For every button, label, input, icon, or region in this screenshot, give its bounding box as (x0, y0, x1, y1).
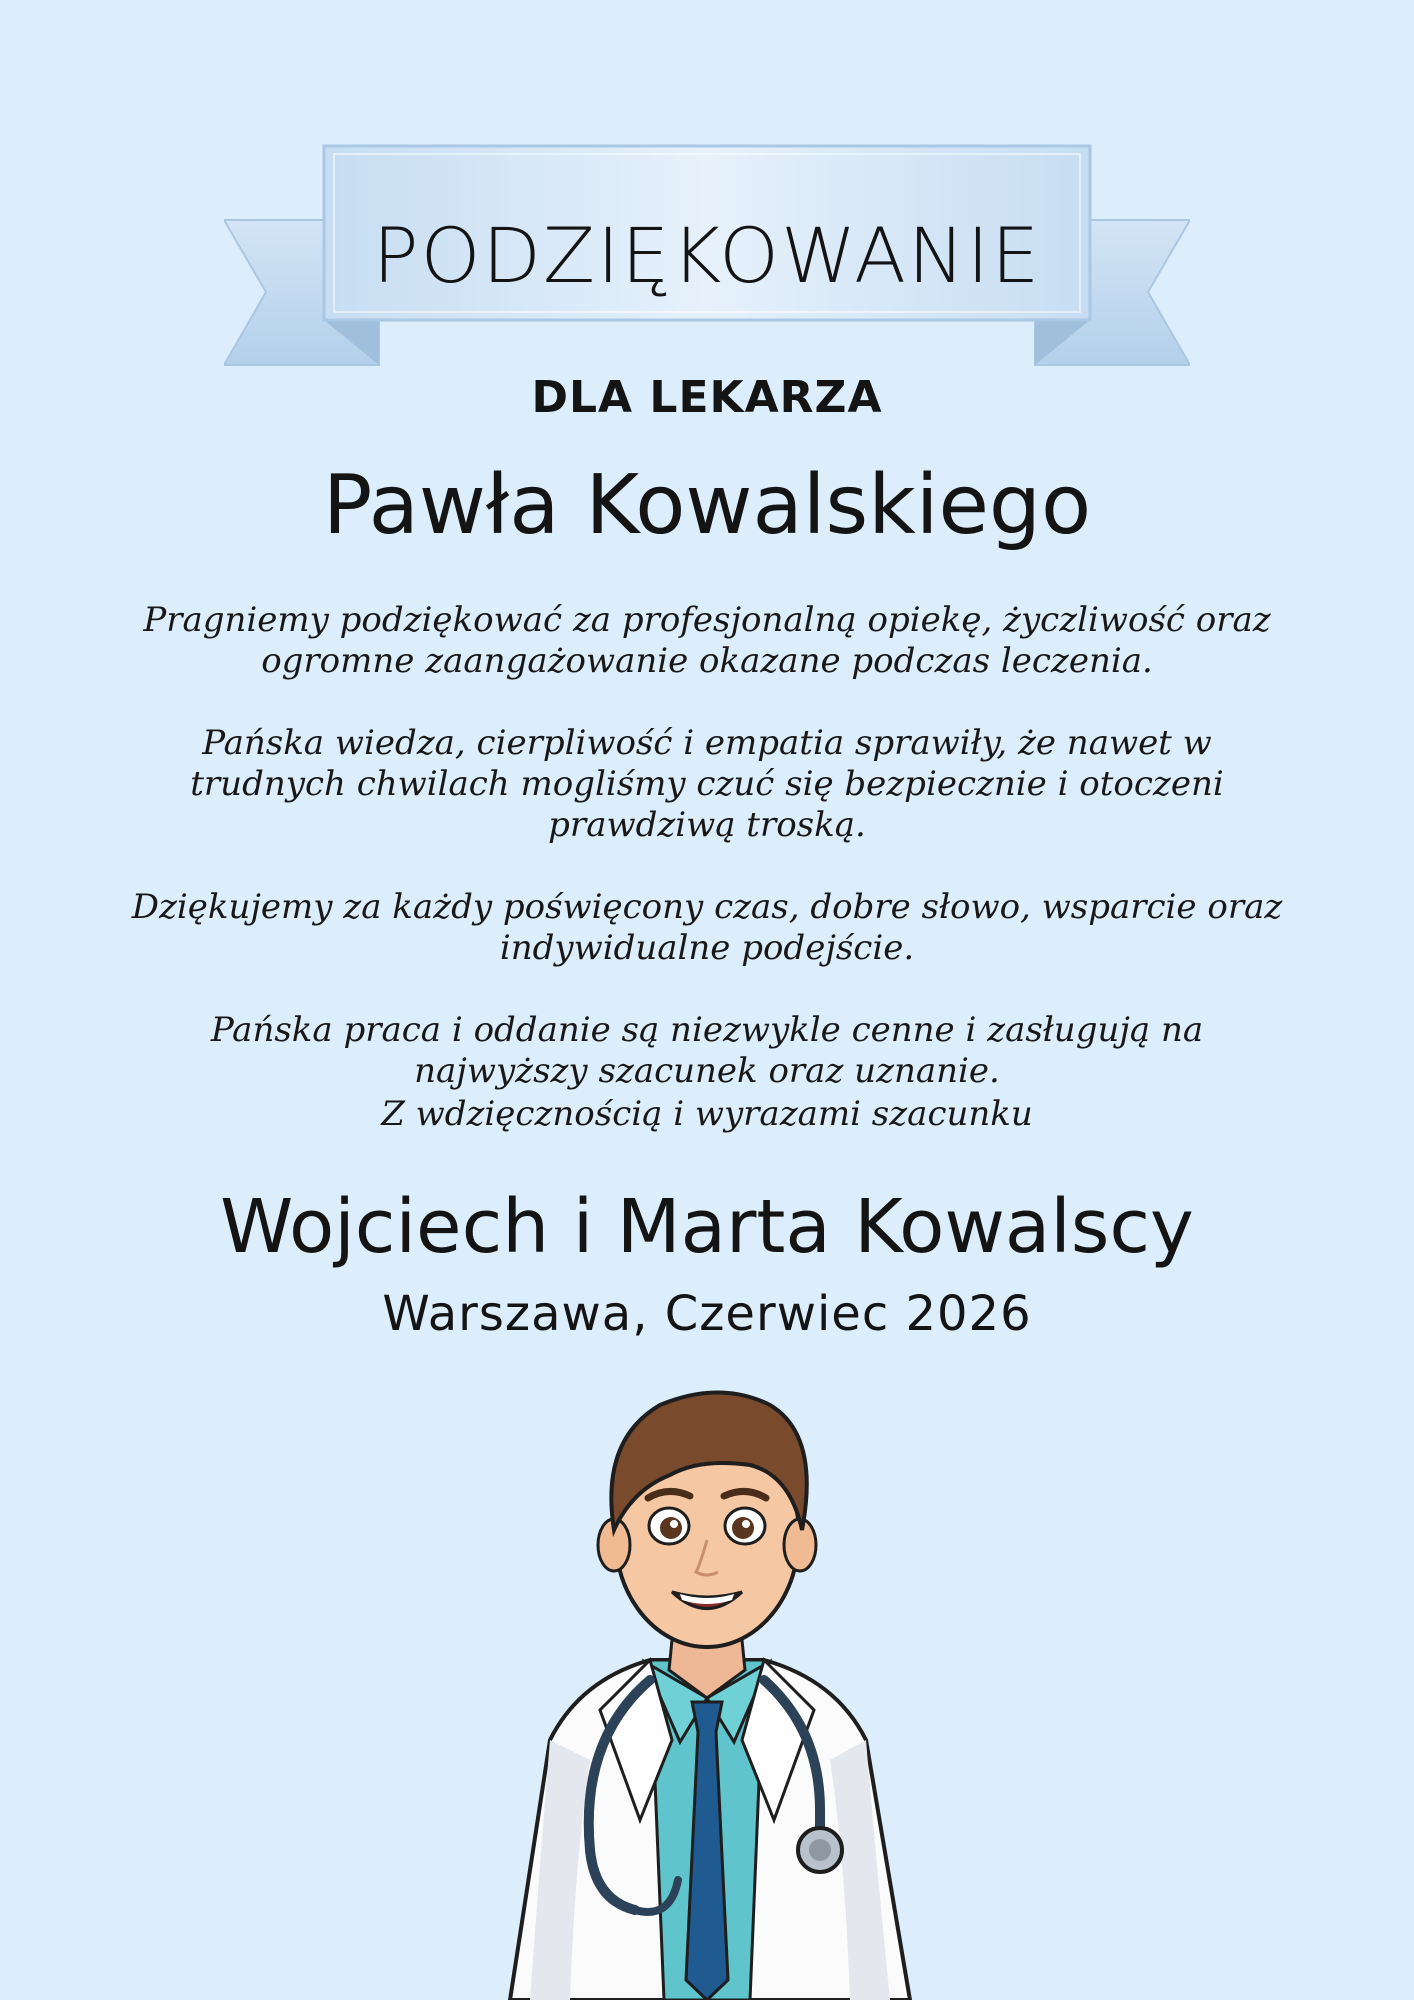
title-ribbon (224, 140, 1190, 370)
signers-names: Wojciech i Marta Kowalscy (220, 1184, 1194, 1270)
recipient-name: Pawła Kowalskiego (322, 458, 1092, 553)
message-paragraph: Pragniemy podziękować za profesjonalną opiekę, życzliwość oraz ogromne zaangażowanie okazane podczas leczenia. (143, 600, 1271, 681)
place-and-date: Warszawa, Czerwiec 2026 (382, 1286, 1032, 1342)
message-paragraph: Dziękujemy za każdy poświęcony czas, dobre słowo, wsparcie oraz indywidualne podejście. (131, 887, 1283, 968)
closing-line: Z wdzięcznością i wyrazami szacunku (381, 1094, 1033, 1134)
doctor-illustration (400, 1380, 1014, 2000)
message-body (120, 600, 1294, 1133)
message-paragraph: Pańska praca i oddanie są niezwykle cenne i zasługują na najwyższy szacunek oraz uznanie. (210, 1010, 1204, 1091)
page-title: PODZIĘKOWANIE (372, 210, 1042, 300)
message-paragraph: Pańska wiedza, cierpliwość i empatia sprawiły, że nawet w trudnych chwilach mogliśmy czuć się bezpiecznie i otoczeni prawdziwą troską. (190, 723, 1224, 845)
recipient-role: DLA LEKARZA (531, 372, 883, 423)
